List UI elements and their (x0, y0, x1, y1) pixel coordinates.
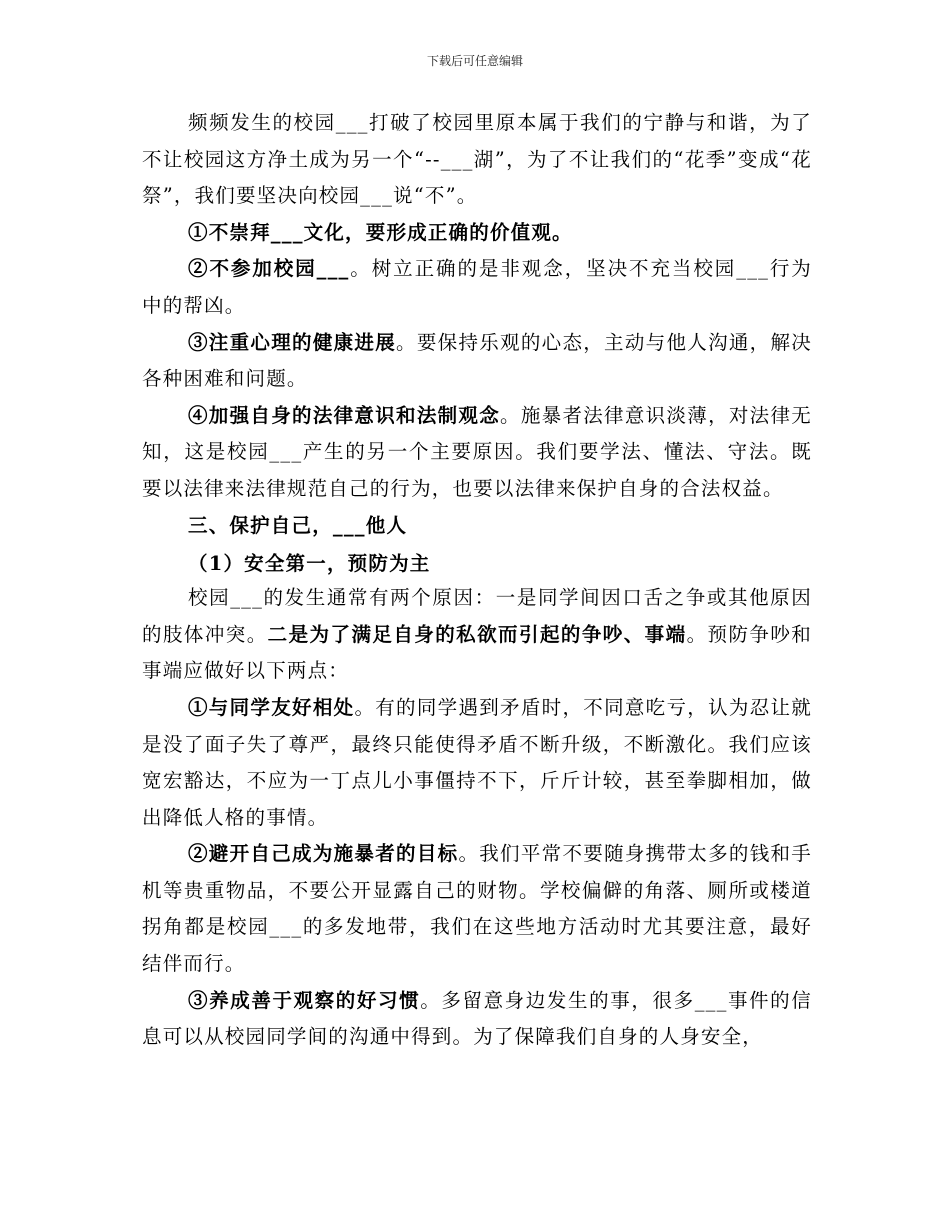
text-run: 。预防争吵和事端应做好以下两点： (142, 622, 812, 683)
paragraph-point-4 (142, 398, 812, 508)
paragraph-tip-1 (142, 690, 812, 836)
page-header: 下载后可任意编辑 (426, 54, 523, 68)
bold-run: ③注重心理的健康进展 (188, 330, 397, 354)
bold-run: 二是为了满足自身的私欲而引起的争吵、事端 (267, 622, 687, 646)
text-run: 频频发生的校园___打破了校园里原本属于我们的宁静与和谐，为了不让校园这方净土成为另一个“--___湖”，为了不让我们的“花季”变成“花祭”，我们要坚决向校园___说“不”。 (142, 111, 812, 208)
bold-run: ③养成善于观察的好习惯 (188, 988, 421, 1012)
text-run: 。多留意身边发生的事，很多___事件的信息可以从校园同学间的沟通中得到。为了保障我们自身的人身安全， (142, 988, 812, 1049)
paragraph-tip-2 (142, 836, 812, 982)
bold-run: 三、保护自己，___他人 (188, 513, 408, 537)
paragraph-point-2 (142, 251, 812, 324)
section-heading (142, 508, 812, 545)
paragraph-point-1 (142, 215, 812, 252)
bold-run: ②避开自己成为施暴者的目标 (188, 842, 459, 866)
text-run: 。要保持乐观的心态，主动与他人沟通，解决各种困难和问题。 (142, 330, 812, 391)
paragraph-intro (142, 105, 812, 215)
subsection-heading (142, 547, 812, 580)
text-run: 。树立正确的是非观念，坚决不充当校园___行为中的帮凶。 (142, 257, 812, 317)
text-run: 。施暴者法律意识淡薄，对法律无知，这是校园___产生的另一个主要原因。我们要学法、懂法、守法。既要以法律来法律规范自己的行为，也要以法律来保护自身的合法权益。 (142, 403, 812, 500)
bold-run: ②不参加校园___ (188, 257, 350, 281)
bold-run: ①与同学友好相处 (188, 695, 355, 719)
text-run: 。有的同学遇到矛盾时，不同意吃亏，认为忍让就是没了面子失了尊严，最终只能使得矛盾不断升级，不断激化。我们应该宽宏豁达，不应为一丁点儿小事僵持不下，斤斤计较，甚至拳脚相加，做出降低人格的事情。 (142, 695, 812, 829)
document-body (142, 105, 812, 1056)
bold-run: （1）安全第一，预防为主 (188, 552, 431, 576)
bold-run: ①不崇拜___文化，要形成正确的价值观。 (188, 220, 573, 244)
text-run: 。我们平常不要随身携带太多的钱和手机等贵重物品，不要公开显露自己的财物。学校偏僻的角落、厕所或楼道拐角都是校园___的多发地带，我们在这些地方活动时尤其要注意，最好结伴而行。 (142, 842, 812, 976)
paragraph-point-3 (142, 325, 812, 398)
text-run: 校园___的发生通常有两个原因：一是同学间因口舌之争或其他原因的肢体冲突。 (142, 586, 812, 646)
paragraph-causes (142, 580, 812, 690)
paragraph-tip-3 (142, 983, 812, 1056)
bold-run: ④加强自身的法律意识和法制观念 (188, 403, 501, 427)
